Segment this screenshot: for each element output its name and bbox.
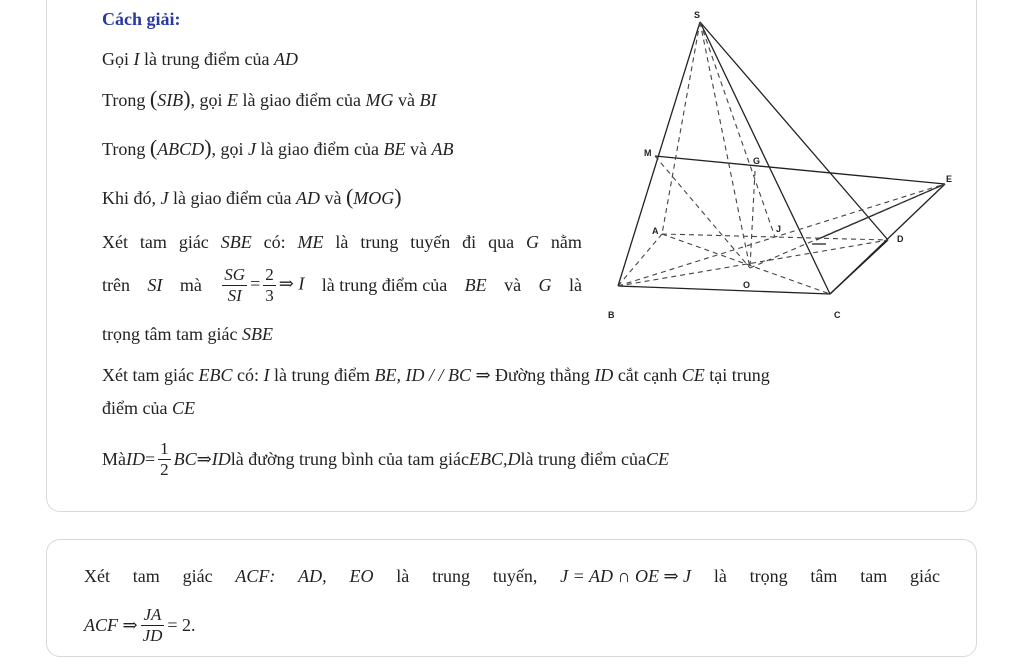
edge-sc <box>700 22 830 294</box>
fraction-sg-si: $\frac{SG}{SI}$ <box>224 264 246 305</box>
conclusion-line-2: ACF ⇒ $\frac{JA}{JD}$ = 2. <box>84 604 196 645</box>
label-m: M <box>644 148 652 158</box>
text-line-3: Trong (ABCD), gọi J là giao điểm của BE và AB <box>102 135 454 160</box>
edge-sb <box>618 22 700 286</box>
pyramid-figure <box>600 6 970 324</box>
text-line-1: Gọi I là trung điểm của AD <box>102 49 298 69</box>
segment-si <box>700 22 775 237</box>
text-line-10: Mà ID = $\frac{1}{2}$ BC ⇒ ID là đường trung bình của tam giác EBC, D là trung điểm của CE <box>102 438 669 479</box>
label-e: E <box>946 174 953 184</box>
text-line-8: Xét tam giác EBC có: I là trung điểm BE, ID / / BC ⇒ Đường thẳng ID cắt cạnh CE tại trung <box>102 365 770 385</box>
label-g: G <box>753 156 761 166</box>
edge-ab <box>618 234 662 286</box>
text-line-5: Xét tam giác SBE có: ME là trung tuyến đi qua G nằm <box>102 232 582 252</box>
diag-bd <box>618 240 888 286</box>
fraction-1-2: $\frac{1}{2}$ <box>160 438 169 479</box>
text-line-2: Trong (SIB), gọi E là giao điểm của MG và BI <box>102 86 437 111</box>
segment-ce <box>830 184 945 294</box>
segment-go <box>750 171 755 268</box>
label-d: D <box>897 234 904 244</box>
label-c: C <box>834 310 841 320</box>
segment-mo <box>655 156 750 268</box>
label-a: A <box>652 226 659 236</box>
text-line-6: trên SI mà $\frac{SG}{SI}$ = $\frac{2}{3}$ ⇒ I là trung điểm của BE và G là <box>102 264 582 305</box>
label-o: O <box>743 280 751 290</box>
label-j: J <box>776 224 782 234</box>
segment-me <box>655 156 945 184</box>
fraction-ja-jd: $\frac{JA}{JD}$ <box>142 604 163 645</box>
text-line-7: trọng tâm tam giác SBE <box>102 324 273 344</box>
text-line-4: Khi đó, J là giao điểm của AD và (MOG) <box>102 184 402 209</box>
edge-bc <box>618 286 830 294</box>
edge-sd <box>700 22 888 240</box>
conclusion-line-1: Xét tam giác ACF: AD, EO là trung tuyến, J = AD ∩ OE ⇒ J là trọng tâm tam giác <box>84 566 940 586</box>
label-b: B <box>608 310 615 320</box>
segment-be <box>618 184 945 286</box>
solution-title: Cách giải: <box>102 9 181 29</box>
fraction-2-3: $\frac{2}{3}$ <box>265 264 274 305</box>
label-s: S <box>694 10 701 20</box>
text-line-9: điểm của CE <box>102 398 195 418</box>
